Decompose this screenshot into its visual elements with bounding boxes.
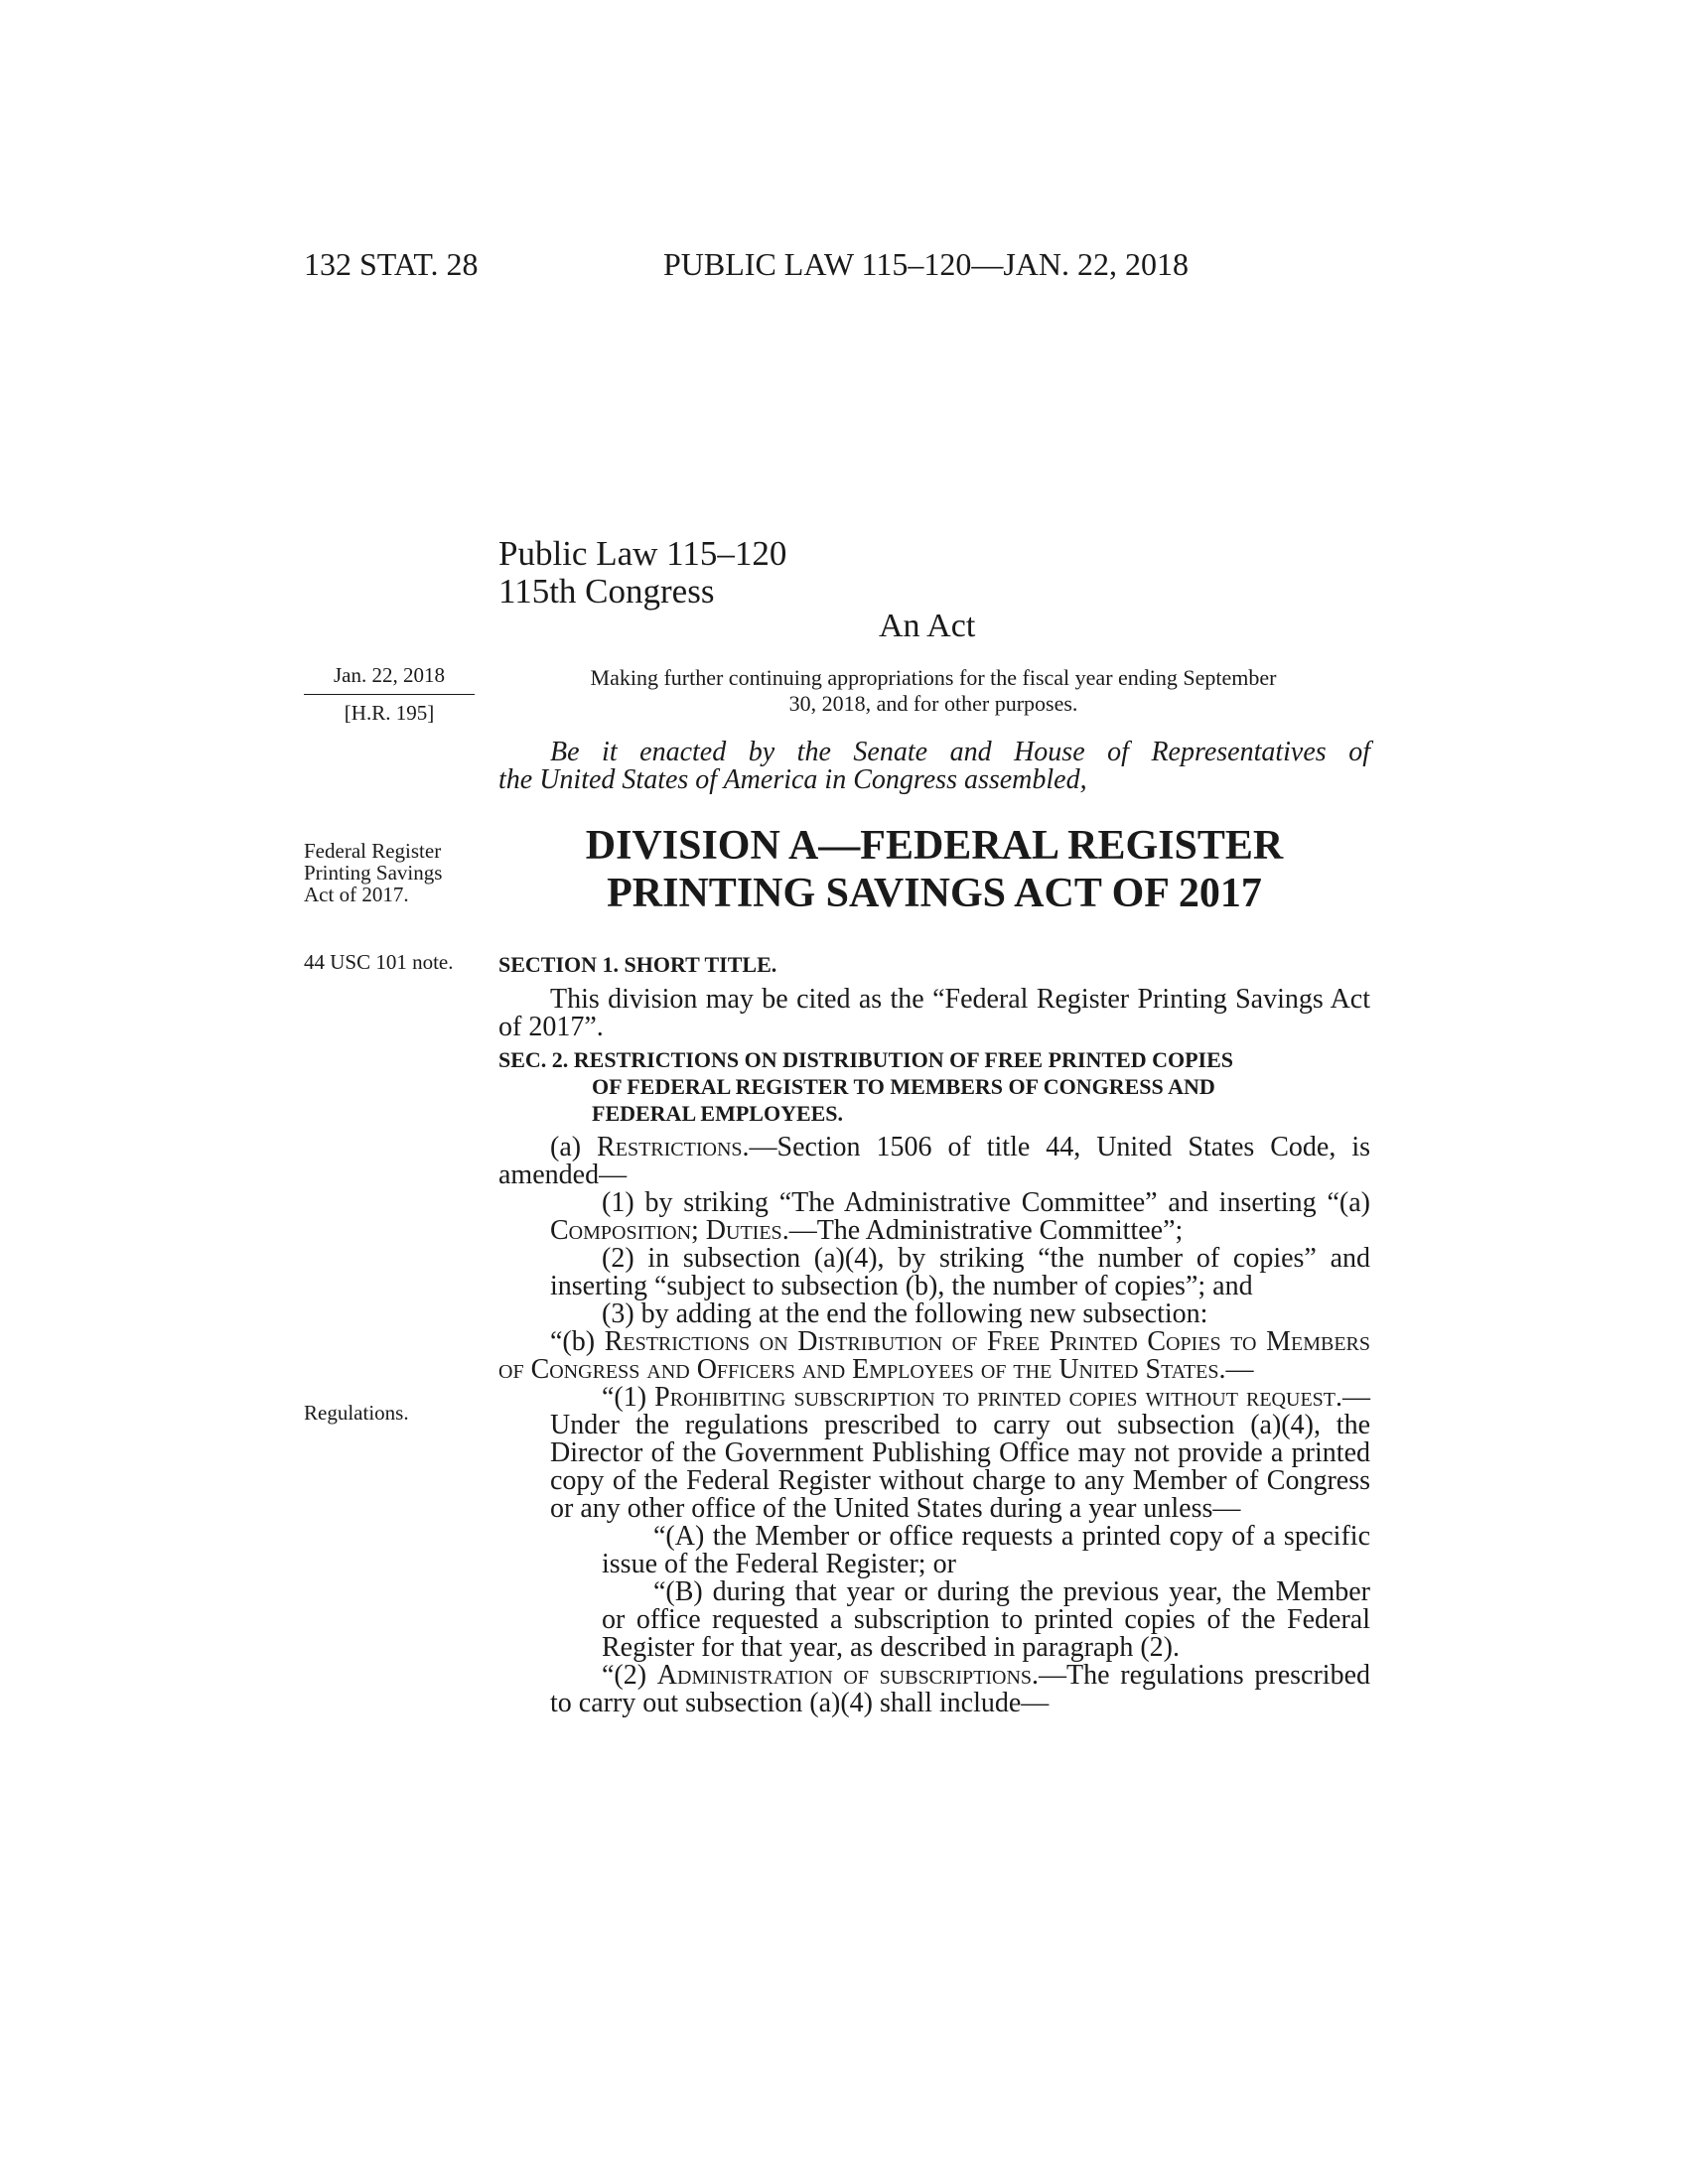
section-2-heading-line: SEC. 2. RESTRICTIONS ON DISTRIBUTION OF FREE PRINTED COPIES	[498, 1047, 1234, 1072]
margin-note-line: Printing Savings	[304, 861, 443, 885]
quoted-subparagraph-b: “(B) during that year or during the previous year, the Member or office requested a subscription to printed copies of the Federal Register for that year, as described in paragraph (2).	[602, 1576, 1370, 1663]
subsection-b-prefix: “(b)	[550, 1326, 605, 1357]
section-1-heading: SECTION 1. SHORT TITLE.	[498, 952, 777, 977]
margin-usc-note: 44 USC 101 note.	[304, 950, 454, 974]
purpose-clause	[516, 665, 1350, 717]
subsection-b-suffix: .—	[1218, 1354, 1254, 1385]
new-subsection-b	[498, 1328, 1370, 1384]
quoted-paragraph-2-prefix: “(2)	[602, 1660, 657, 1691]
enactment-date: Jan. 22, 2018	[304, 663, 475, 695]
enacting-line: Be it enacted by the Senate and House of Representatives of	[550, 737, 1370, 767]
margin-regulations-note: Regulations.	[304, 1401, 409, 1425]
subsection-a-prefix: (a)	[550, 1132, 598, 1162]
division-heading-line: PRINTING SAVINGS ACT OF 2017	[607, 871, 1262, 916]
law-number: Public Law 115–120	[498, 534, 787, 573]
section-1	[498, 951, 1370, 1041]
section-2-body	[498, 1134, 1370, 1717]
paragraph-3: (3) by adding at the end the following new subsection:	[602, 1298, 1208, 1329]
section-2-heading-line: FEDERAL EMPLOYEES.	[592, 1101, 844, 1126]
subsection-a-caption: Restrictions	[597, 1132, 743, 1162]
act-label: An Act	[879, 608, 976, 644]
quoted-paragraph-1-text: .—Under the regulations prescribed to carry out subsection (a)(4), the Director of the Government Publishing Office may not provide a printed copy of the Federal Register without charge to any Member of Congress or any other office of the United States during a year unless—	[550, 1382, 1370, 1524]
paragraph-1-text-end: .—The Administrative Committee”;	[781, 1215, 1184, 1246]
page-reference: 132 STAT. 28	[304, 246, 479, 282]
section-2-heading	[498, 1046, 1370, 1127]
quoted-paragraph-1	[498, 1384, 1370, 1523]
enacting-clause	[498, 739, 1370, 794]
running-title: PUBLIC LAW 115–120—JAN. 22, 2018	[663, 246, 1189, 282]
enacting-line: the United States of America in Congress assembled,	[498, 764, 1087, 795]
subsection-a	[498, 1134, 1370, 1189]
paragraph-1-text: (1) by striking “The Administrative Committee” and inserting “(a)	[602, 1187, 1370, 1218]
bill-number: [H.R. 195]	[344, 701, 435, 725]
margin-date-block	[304, 663, 475, 726]
quoted-paragraph-2	[498, 1662, 1370, 1717]
purpose-line: 30, 2018, and for other purposes.	[788, 691, 1078, 716]
subsection-b-caption: Restrictions on Distribution of Free Printed Copies to Members of Congress and Officers and Employees of the United States	[498, 1326, 1371, 1385]
congress-number: 115th Congress	[498, 572, 715, 611]
quoted-paragraph-2-caption: Administration of subscriptions	[656, 1660, 1033, 1691]
subsection-a-text: .—Section 1506 of title 44, United States Code, is amended—	[498, 1132, 1370, 1190]
section-1-text: This division may be cited as the “Federal Register Printing Savings Act of 2017”.	[498, 984, 1370, 1042]
paragraph-1-caption: Composition; Duties	[550, 1215, 782, 1246]
quoted-paragraph-1-prefix: “(1)	[602, 1382, 655, 1413]
margin-note-line: Federal Register	[304, 839, 442, 863]
quoted-subparagraph-a: “(A) the Member or office requests a printed copy of a specific issue of the Federal Register; or	[602, 1521, 1370, 1579]
division-heading	[498, 822, 1370, 917]
quoted-paragraph-1-caption: Prohibiting subscription to printed copies without request	[654, 1382, 1336, 1413]
division-heading-line: DIVISION A—FEDERAL REGISTER	[585, 823, 1284, 869]
margin-division-note	[304, 840, 442, 905]
paragraph-2: (2) in subsection (a)(4), by striking “the number of copies” and inserting “subject to subsection (b), the number of copies”; and	[550, 1243, 1370, 1301]
quoted-paragraph-2-text: .—The regulations prescribed to carry out subsection (a)(4) shall include—	[550, 1660, 1371, 1718]
section-2-heading-line: OF FEDERAL REGISTER TO MEMBERS OF CONGRESS AND	[592, 1074, 1215, 1099]
margin-note-line: Act of 2017.	[304, 883, 409, 906]
paragraph-1	[498, 1189, 1370, 1245]
purpose-line: Making further continuing appropriations for the fiscal year ending September	[590, 665, 1277, 690]
